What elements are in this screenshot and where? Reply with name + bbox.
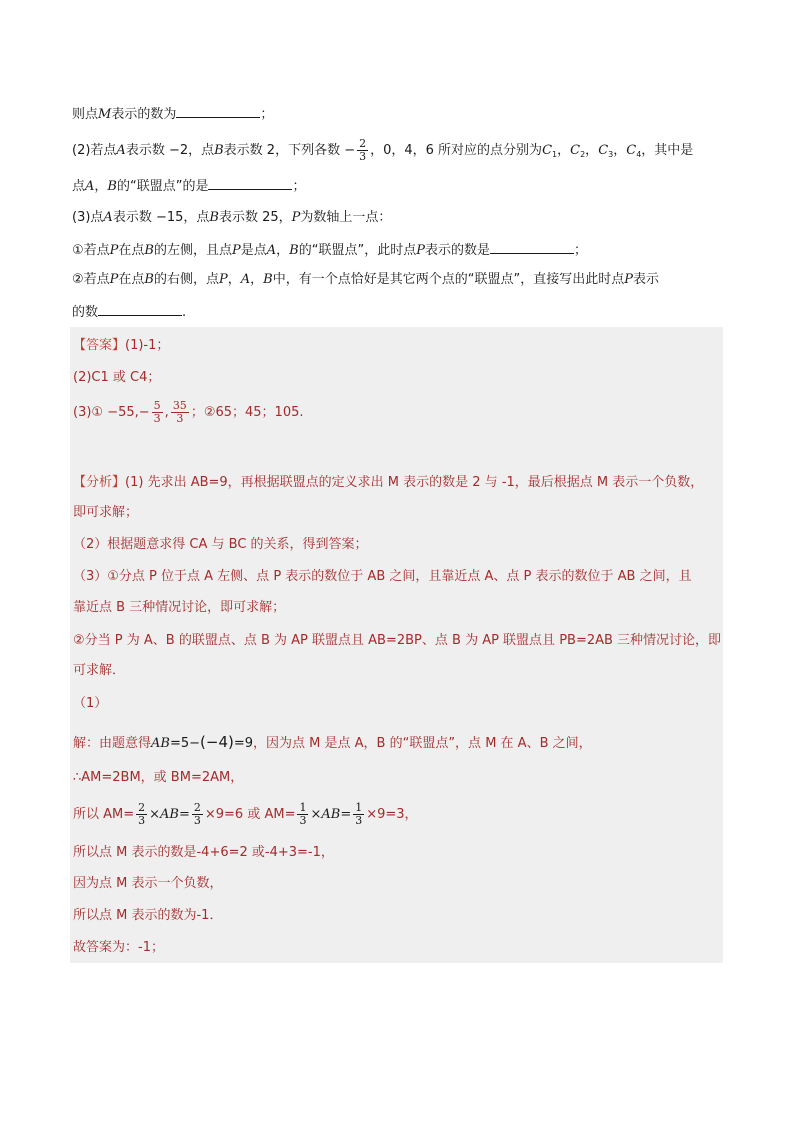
fraction-thirtyfive-thirds — [171, 400, 189, 425]
text: 解：由题意得 — [73, 736, 152, 751]
question-line-6 — [72, 270, 659, 290]
numerator: 2 — [359, 137, 367, 150]
text: 表示数 −2，点 — [125, 143, 215, 158]
text: 靠近点 B 三种情况讨论，即可求解； — [73, 600, 286, 615]
analysis-tag: 【分析】 — [73, 475, 126, 490]
var-b: B — [289, 243, 299, 258]
numerator: 1 — [299, 801, 307, 814]
fraction — [353, 802, 364, 827]
text: ， — [585, 143, 599, 158]
var-b: B — [107, 179, 117, 194]
numerator: 2 — [193, 801, 201, 814]
subscript: 1 — [552, 150, 558, 159]
var-b: B — [209, 210, 219, 225]
text: 可求解． — [73, 663, 126, 678]
answer-line-3 — [73, 400, 304, 425]
text: ， — [227, 272, 241, 287]
text: 所以 AM= — [73, 807, 135, 822]
question-line-4 — [72, 208, 391, 228]
text: ； — [260, 107, 274, 122]
text: 在点 — [118, 243, 145, 258]
numerator: 5 — [153, 399, 161, 412]
solution-line-1 — [73, 732, 592, 754]
text: ， — [94, 179, 108, 194]
text: 的左侧，且点 — [153, 243, 232, 258]
text: 所以点 M 表示的数为-1． — [73, 908, 223, 923]
analysis-line-7 — [73, 661, 125, 681]
solution-line-6 — [73, 906, 222, 926]
answer-blank-2[interactable] — [208, 175, 292, 190]
text: ×9=6 或 AM= — [204, 807, 296, 822]
text: (3)点 — [72, 210, 104, 225]
text: (3)① −55,− — [73, 405, 150, 420]
text: 所以点 M 表示的数是-4+6=2 或-4+3=-1， — [73, 845, 334, 860]
text: （1） — [73, 696, 108, 711]
denominator: 3 — [138, 814, 146, 827]
text: (1) 先求出 AB=9，再根据联盟点的定义求出 M 表示的数是 2 与 -1，最后根据点 M 表示一个负数， — [125, 475, 704, 490]
var-a: A — [85, 179, 95, 194]
var-p: P — [416, 243, 425, 258]
answer-line-1 — [73, 336, 169, 356]
text: 表示的数为 — [111, 107, 177, 122]
var-p: P — [624, 272, 633, 287]
fraction — [297, 802, 308, 827]
text: ， — [276, 243, 290, 258]
text: , — [164, 405, 169, 420]
var-a: A — [240, 272, 251, 287]
answer-blank-1[interactable] — [176, 103, 260, 118]
solution-line-4 — [73, 843, 334, 863]
analysis-line-4 — [73, 567, 692, 587]
var-b: B — [144, 272, 154, 287]
var-a: A — [266, 243, 277, 258]
answer-blank-4[interactable] — [98, 301, 182, 316]
var-b: B — [214, 143, 224, 158]
var-c: C — [570, 143, 581, 158]
var-p: P — [219, 272, 228, 287]
question-line-2 — [72, 138, 693, 165]
math: (−4) — [200, 733, 234, 751]
fraction — [136, 802, 147, 827]
denominator: 3 — [359, 150, 367, 163]
text: ①若点 — [72, 243, 110, 258]
text: 点 — [72, 179, 86, 194]
var-p: P — [109, 272, 119, 287]
text: 表示 — [632, 272, 659, 287]
text: 为数轴上一点： — [300, 210, 392, 225]
text: ，0，4，6 所对应的点分别为 — [370, 143, 543, 158]
denominator: 3 — [176, 412, 184, 425]
numerator: 1 — [355, 801, 363, 814]
math: ×AB= — [310, 807, 352, 822]
var-c: C — [598, 143, 609, 158]
text: ，其中是 — [641, 143, 694, 158]
var-m: M — [98, 107, 112, 122]
var-b: B — [144, 243, 154, 258]
numerator: 2 — [138, 801, 146, 814]
var-p: P — [291, 210, 301, 225]
var-a: A — [103, 210, 113, 225]
text: ； — [292, 179, 306, 194]
fraction-five-thirds — [152, 400, 163, 425]
answer-blank-3[interactable] — [490, 239, 574, 254]
text: （2）根据题意求得 CA 与 BC 的关系，得到答案； — [73, 537, 368, 552]
text: ， — [557, 143, 571, 158]
text: 表示数 −15，点 — [112, 210, 210, 225]
denominator: 3 — [299, 814, 307, 827]
text: 表示数 2，下列各数 − — [223, 143, 356, 158]
analysis-line-1 — [73, 473, 703, 493]
text: ， — [250, 272, 264, 287]
text: 的数 — [72, 305, 99, 320]
solution-line-2 — [73, 768, 243, 788]
text: 表示数 25， — [218, 210, 292, 225]
text: ， — [613, 143, 627, 158]
text: 故答案为：-1； — [73, 940, 164, 955]
text: 在点 — [118, 272, 145, 287]
question-line-1 — [72, 103, 273, 125]
question-line-5 — [72, 239, 587, 261]
math: =5− — [169, 736, 201, 751]
fraction — [192, 802, 203, 827]
subscript: 4 — [636, 150, 642, 159]
text: ； — [573, 243, 587, 258]
text: 的右侧，点 — [153, 272, 219, 287]
answer-tag: 【答案】 — [73, 338, 126, 353]
text: ；②65；45；105. — [190, 405, 304, 420]
solution-line-5 — [73, 874, 222, 894]
answer-line-2 — [73, 368, 160, 388]
var-a: A — [116, 143, 126, 158]
text: 的“联盟点”的是 — [116, 179, 209, 194]
answer-part-2: (2)C1 或 C4； — [73, 370, 161, 385]
question-line-3 — [72, 175, 305, 197]
solution-line-7 — [73, 938, 164, 958]
solution-line-3 — [73, 802, 418, 827]
text: 即可求解； — [73, 505, 139, 520]
denominator: 3 — [153, 412, 161, 425]
math: AB — [151, 736, 170, 751]
text: 的“联盟点”，此时点 — [298, 243, 417, 258]
text: 是点 — [240, 243, 267, 258]
text: 因为点 M 表示一个负数， — [73, 876, 223, 891]
numerator: 35 — [172, 399, 187, 412]
fraction-two-thirds — [357, 138, 368, 163]
text: ×9=3， — [366, 807, 418, 822]
text: 表示的数是 — [424, 243, 490, 258]
math: =9 — [233, 736, 254, 751]
analysis-line-5 — [73, 598, 285, 618]
question-line-7 — [72, 301, 186, 323]
text: ②分当 P 为 A、B 的联盟点、点 B 为 AP 联盟点且 AB=2BP、点 B 为 AP 联盟点且 PB=2AB 三种情况讨论，即 — [73, 633, 722, 648]
var-c: C — [542, 143, 553, 158]
analysis-line-2 — [73, 503, 138, 523]
text: ，因为点 M 是点 A，B 的“联盟点”，点 M 在 A、B 之间， — [253, 736, 592, 751]
text: ②若点 — [72, 272, 110, 287]
var-c: C — [626, 143, 637, 158]
text: (2)若点 — [72, 143, 117, 158]
denominator: 3 — [355, 814, 363, 827]
subscript: 2 — [580, 150, 586, 159]
text: （3）①分点 P 位于点 A 左侧、点 P 表示的数位于 AB 之间，且靠近点 A、点 P 表示的数位于 AB 之间，且 — [73, 569, 692, 584]
var-p: P — [109, 243, 119, 258]
var-b: B — [263, 272, 273, 287]
answer-part-1: (1)-1； — [125, 338, 170, 353]
text: . — [182, 305, 187, 320]
solution-part-label — [73, 694, 107, 714]
analysis-line-6 — [73, 631, 721, 651]
analysis-line-3 — [73, 535, 368, 555]
denominator: 3 — [193, 814, 201, 827]
text: ∴AM=2BM，或 BM=2AM， — [73, 770, 244, 785]
var-p: P — [232, 243, 241, 258]
text: 则点 — [72, 107, 99, 122]
math: ×AB= — [149, 807, 190, 822]
subscript: 3 — [608, 150, 614, 159]
text: 中，有一个点恰好是其它两个点的“联盟点”，直接写出此时点 — [272, 272, 625, 287]
